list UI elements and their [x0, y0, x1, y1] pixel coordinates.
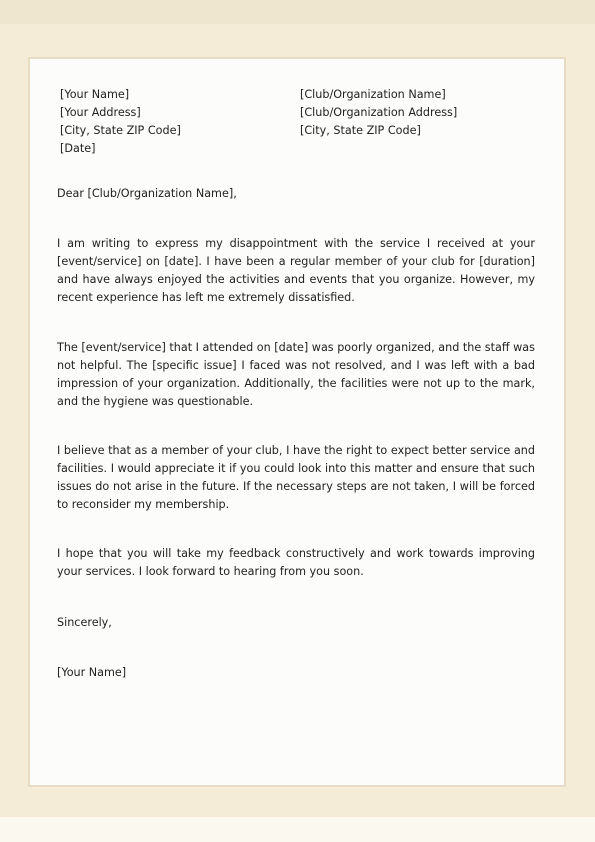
signature-name: [Your Name]: [57, 666, 127, 679]
recipient-address: [Club/Organization Address]: [300, 106, 458, 119]
letter-paper: [28, 57, 566, 787]
recipient-name: [Club/Organization Name]: [300, 88, 446, 101]
salutation: Dear [Club/Organization Name],: [57, 187, 237, 200]
recipient-address-block: [300, 86, 457, 140]
sender-city: [City, State ZIP Code]: [60, 124, 181, 137]
recipient-city: [City, State ZIP Code]: [300, 124, 421, 137]
sender-address-block: [60, 86, 181, 158]
sender-name: [Your Name]: [60, 88, 130, 101]
closing: Sincerely,: [57, 616, 112, 629]
body-paragraph-2: The [event/service] that I attended on [date] was poorly organized, and the staff was not helpful. The [specific issue] I faced was not resolved, and I was left with a bad impression of your organization. Additionally, the facilities were not up to the mark, and the hygiene was questionable.: [57, 341, 535, 408]
sender-address: [Your Address]: [60, 106, 141, 119]
letter-date: [Date]: [60, 142, 96, 155]
body-paragraph-4: I hope that you will take my feedback constructively and work towards improving your services. I look forward to hearing from you soon.: [57, 547, 535, 578]
body-paragraph-3: I believe that as a member of your club, I have the right to expect better service and facilities. I would appreciate it if you could look into this matter and ensure that such issues do not arise in the future. If the necessary steps are not taken, I will be forced to reconsider my membership.: [57, 444, 535, 511]
body-paragraph-1: I am writing to express my disappointment with the service I received at your [event/service] on [date]. I have been a regular member of your club for [duration] and have always enjoyed the activities and events that you organize. However, my recent experience has left me extremely dissatisfied.: [57, 237, 535, 304]
page-bottom-strip: [0, 817, 595, 842]
